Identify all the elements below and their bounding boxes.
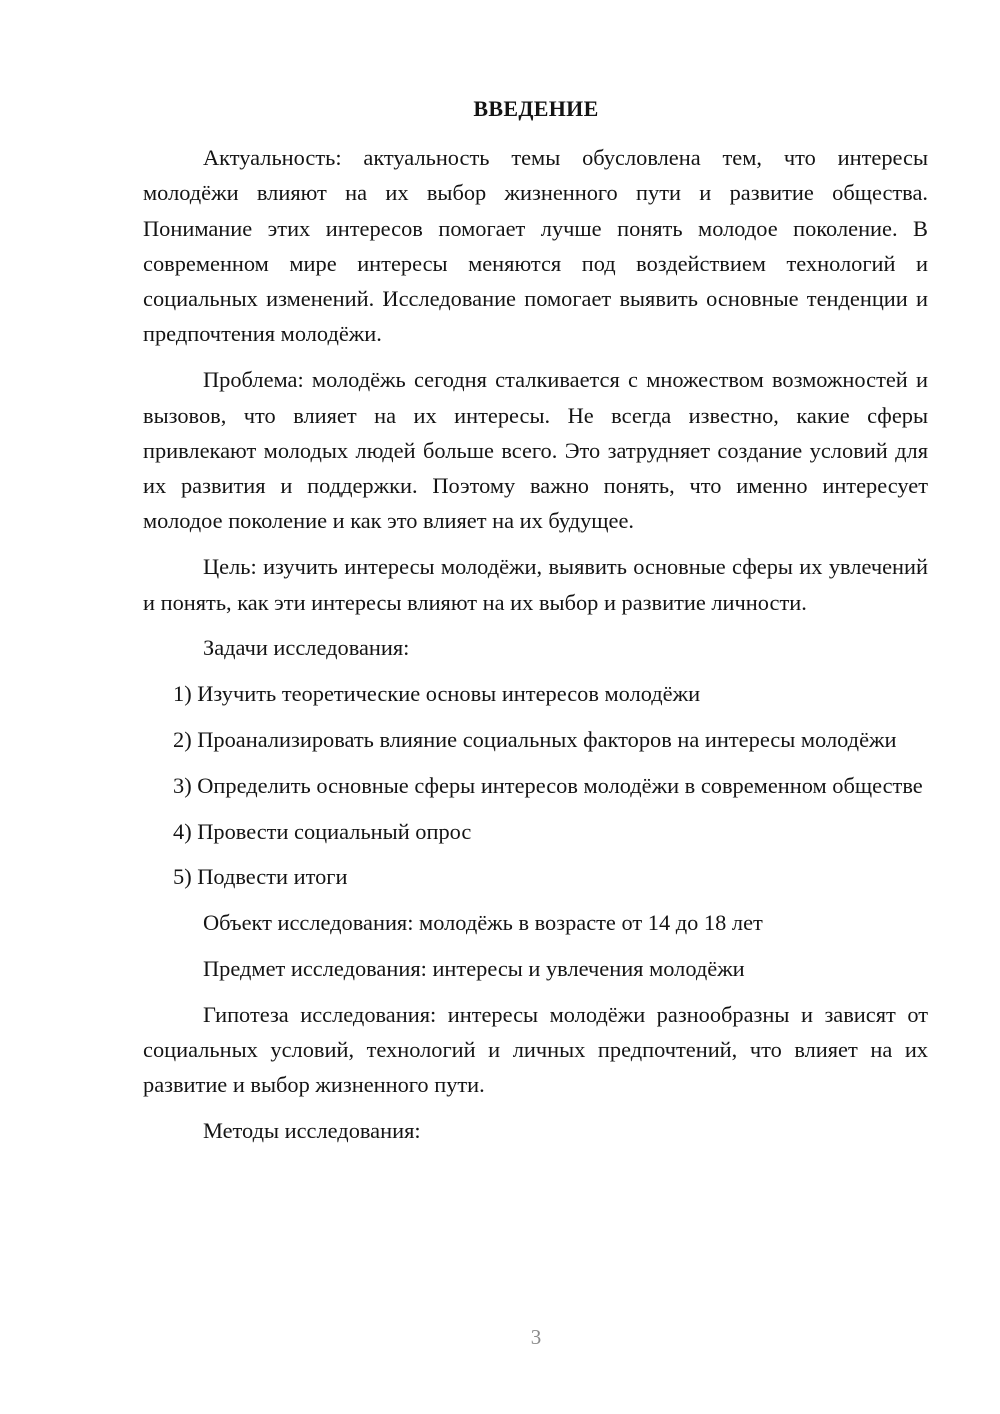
paragraph-subject: Предмет исследования: интересы и увлечения молодёжи [203, 955, 745, 981]
document-body [143, 140, 928, 1159]
tasks-list [143, 676, 928, 894]
list-item: 2) Проанализировать влияние социальных факторов на интересы молодёжи [173, 726, 897, 752]
list-item: 5) Подвести итоги [173, 864, 348, 890]
tasks-title: Задачи исследования: [203, 635, 410, 661]
paragraph-relevance: Актуальность: актуальность темы обусловлена тем, что интересы молодёжи влияют на их выбор жизненного пути и развитие общества. Понимание этих интересов помогает лучше понять молодое поколение. В современном мире интересы меняются под воздействием технологий и социальных изменений. Исследование помогает выявить основные тенденции и предпочтения молодёжи. [143, 145, 928, 347]
page-number: 3 [530, 1325, 542, 1349]
list-item: 3) Определить основные сферы интересов молодёжи в современном обществе [173, 772, 923, 798]
page-title: ВВЕДЕНИЕ [473, 96, 599, 121]
paragraph-problem: Проблема: молодёжь сегодня сталкивается с множеством возможностей и вызовов, что влияет на их интересы. Не всегда известно, какие сферы привлекают молодых людей больше всего. Это затрудняет создание условий для их развития и поддержки. Поэтому важно понять, что именно интересует молодое поколение и как это влияет на их будущее. [143, 367, 928, 534]
list-item: 1) Изучить теоретические основы интересов молодёжи [173, 681, 701, 707]
paragraph-goal: Цель: изучить интересы молодёжи, выявить основные сферы их увлечений и понять, как эти интересы влияют на их выбор и развитие личности. [143, 554, 928, 615]
paragraph-object: Объект исследования: молодёжь в возрасте от 14 до 18 лет [203, 910, 763, 936]
paragraph-hypothesis: Гипотеза исследования: интересы молодёжи разнообразны и зависят от социальных условий, технологий и личных предпочтений, что влияет на их развитие и выбор жизненного пути. [143, 1001, 928, 1098]
methods-title: Методы исследования: [203, 1118, 421, 1144]
list-item: 4) Провести социальный опрос [173, 818, 472, 844]
